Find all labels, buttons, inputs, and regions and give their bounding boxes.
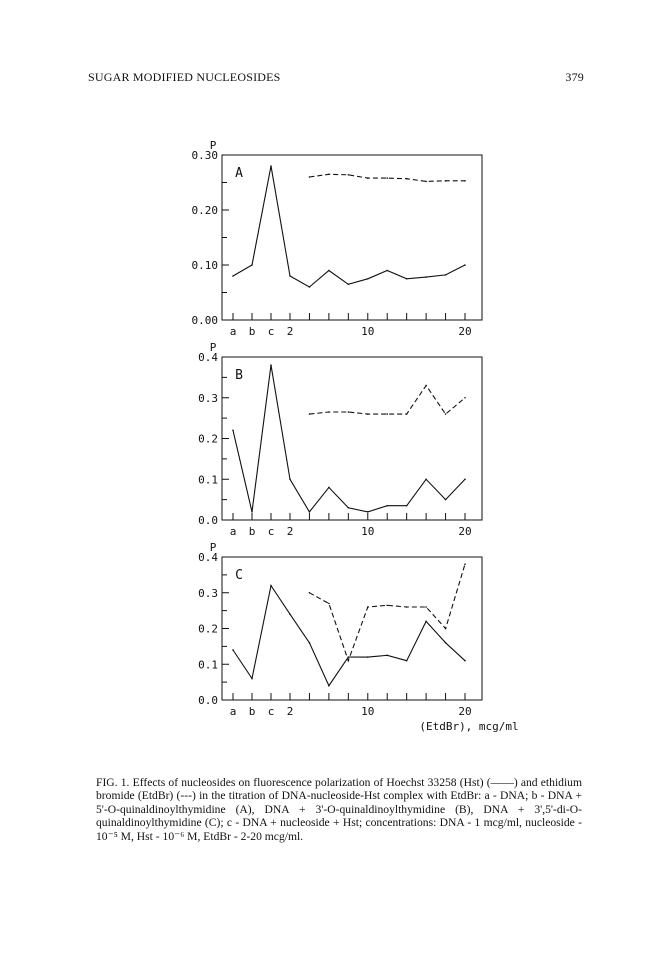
figure-caption: FIG. 1. Effects of nucleosides on fluorescence polarization of Hoechst 33258 (Hst) (——) and ethidium bromide (EtdBr) (---) in the titration of DNA-nucleoside-Hst complex with EtdBr: a - DNA; b - DNA + 5'-O-quinaldinoylthymidine (A), DNA + 3'-O-quinaldinoylthymidine (B), DNA + 3',5'-di-O-quinaldinoylthymidine (C); c - DNA + nucleoside + Hst; concentrations: DNA - 1 mcg/ml, nucleoside - 10⁻⁵ M, Hst - 10⁻⁶ M, EtdBr - 2-20 mcg/ml. [96,775,582,843]
panel-c-xtick-label: a [229,705,237,718]
panel-c-series-solid-point [445,642,447,644]
panel-a-series-solid-point [328,270,330,272]
panel-a-ytick-label: 0.30 [191,149,218,162]
panel-c-series-dashed-point [425,606,427,608]
panel-b-series-dashed-point [367,413,369,415]
panel-c-series-solid-line [233,586,465,686]
panel-b-series-solid-line [233,365,465,512]
panel-b-series-solid-point [386,505,388,507]
panel-a-series-dashed-point [445,180,447,182]
panel-a-series-dashed-point [348,174,350,176]
panel-b-series-solid-point [445,499,447,501]
panel-a-series-dashed-point [386,177,388,179]
panel-a-ytick-label: 0.00 [191,314,218,327]
panel-b-series-dashed-line [309,386,465,415]
panel-a-series-solid-point [367,278,369,280]
panel-a-series-solid-point [251,264,253,266]
panel-a-xtick-label: c [267,325,275,338]
panel-b-series-solid-point [232,430,234,432]
panel-a-series-solid-point [464,264,466,266]
panel-a-series-solid-point [289,275,291,277]
panel-a-series-solid-point [309,286,311,288]
panel-c-xtick-label: 20 [458,705,472,718]
panel-b-series-solid-point [348,507,350,509]
panel-c-series-solid-point [386,655,388,657]
panel-c-ytick-label: 0.4 [198,551,218,564]
panel-b-series-dashed-point [328,411,330,413]
panel-a-series-solid-point [386,270,388,272]
panel-c-ytick-label: 0.1 [198,658,218,672]
panel-c-series-solid-point [464,660,466,662]
panel-c-xtick-label: 10 [361,705,375,718]
panel-a-series-solid-line [233,166,465,287]
panel-b-ytick-label: 0.1 [198,473,218,487]
panel-b-xtick-label: b [248,525,256,538]
panel-b-series-dashed-point [386,413,388,415]
panel-b-series-dashed-point [464,397,466,399]
panel-a-series-dashed-point [367,177,369,179]
panel-b-series-solid-point [406,505,408,507]
panel-b-label: B [235,368,243,383]
panel-a-series-solid-point [232,275,234,277]
panel-b-series-solid-point [309,511,311,513]
panel-c-series-solid-point [270,585,272,587]
panel-a-series-dashed-point [406,178,408,180]
panel-c-ytick-label: 0.3 [198,586,218,600]
panel-a-xtick-label: b [248,325,256,338]
panel-c-ytick-label: 0.2 [198,622,218,636]
panel-c-label: C [235,568,243,583]
panel-a-series-dashed-point [328,173,330,175]
panel-c-series-solid-point [328,685,330,687]
panel-c-series-solid-point [289,613,291,615]
panel-a-series-solid-point [270,165,272,167]
panel-a-xtick-label: 10 [361,325,375,338]
panel-c-series-solid-point [367,656,369,658]
panel-a-frame [222,155,482,320]
panel-c-series-dashed-point [445,628,447,630]
panel-c-series-solid-point [425,621,427,623]
panel-c-series-dashed-point [309,592,311,594]
panel-b-ytick-label: 0.3 [198,391,218,405]
panel-b-series-dashed-point [445,413,447,415]
panel-b-series-dashed-point [348,411,350,413]
panel-b-series-solid-point [289,478,291,480]
panel-b-ytick-label: 0.2 [198,432,218,446]
panel-a-xtick-label: 2 [286,325,294,338]
panel-c-frame [222,557,482,700]
panel-c-xtick-label: b [248,705,256,718]
panel-a-series-dashed-point [464,180,466,182]
running-head-title: SUGAR MODIFIED NUCLEOSIDES [88,70,281,84]
panel-b-series-solid-point [251,511,253,513]
panel-c-series-solid-point [309,642,311,644]
panel-b-xtick-label: 20 [458,525,472,538]
panel-c-series-dashed-point [464,563,466,565]
panel-c-xtick-label: 2 [286,705,294,718]
panel-c-ylabel: P [209,541,217,554]
panel-b-series-dashed-point [406,413,408,415]
panel-a-xtick-label: a [229,325,237,338]
panel-a-ytick-label: 0.10 [191,259,218,272]
panel-b-series-dashed-point [309,413,311,415]
page-number: 379 [565,70,584,84]
panel-c-xlabel: (EtdBr), mcg/ml [419,720,519,733]
panel-b-xtick-label: 10 [361,525,375,538]
panel-b-series-solid-point [270,364,272,366]
panel-b-series-solid-point [328,487,330,489]
panel-b-ylabel: P [209,341,217,354]
panel-a-series-dashed-point [309,176,311,178]
panel-a-series-solid-point [445,274,447,276]
panel-c-series-dashed-point [406,606,408,608]
panel-a-series-solid-point [406,278,408,280]
panel-c-series-dashed-point [348,660,350,662]
panel-a-ytick-label: 0.20 [191,204,218,217]
panel-b-xtick-label: 2 [286,525,294,538]
panel-c-series-solid-point [251,678,253,680]
panel-b-ytick-label: 0.4 [198,351,218,364]
panel-b-xtick-label: c [267,525,275,538]
panel-a-xtick-label: 20 [458,325,472,338]
panel-b-series-solid-point [464,478,466,480]
panel-c-ytick-label: 0.0 [198,694,218,707]
panel-b-series-solid-point [425,478,427,480]
panel-c-series-solid-point [406,660,408,662]
panel-a-series-solid-point [425,276,427,278]
panel-a-ylabel: P [209,139,217,152]
panel-c-series-dashed-line [309,564,465,661]
panel-c-series-solid-point [232,649,234,651]
panel-b-series-dashed-point [425,385,427,387]
panel-c-series-dashed-point [367,606,369,608]
panel-b-series-solid-point [367,511,369,513]
panel-a-label: A [235,166,243,181]
panel-a-series-dashed-point [425,181,427,183]
panel-b-xtick-label: a [229,525,237,538]
panel-a-series-solid-point [348,283,350,285]
panel-c-series-dashed-point [328,603,330,605]
panel-c-series-solid-point [348,656,350,658]
panel-b-ytick-label: 0.0 [198,514,218,527]
panel-c-series-dashed-point [386,604,388,606]
panel-c-xtick-label: c [267,705,275,718]
